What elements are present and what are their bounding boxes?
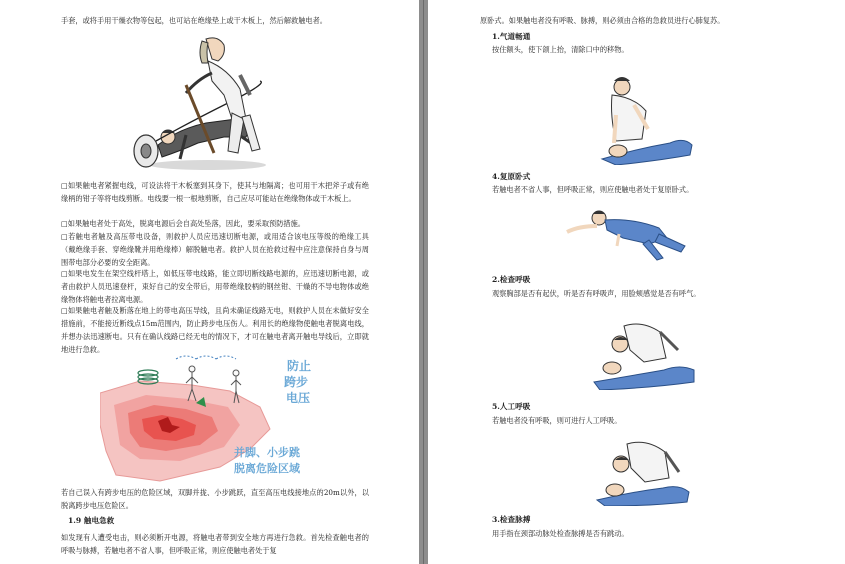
- artificial-respiration-illustration: [591, 430, 691, 506]
- left-page: [0, 0, 419, 564]
- diagram-label-line3: 电压: [286, 391, 311, 405]
- left-paragraph-2: □如果触电者处于高处，脱离电源后会自高处坠落，因此，要采取预防措施。: [61, 219, 305, 228]
- left-paragraph-5: □如果触电者触及断落在地上的带电高压导线，且尚未确证线路无电，则救护人员在未做好安全措施前，不能接近断线点15m范围内，防止跨步电压伤人。利用长的绝缘物使触电者脱离电线，并想办法迅速断电。只有在确认线路已经无电的情况下，才可在触电者离开触电导线后，立即就地进行急救。: [61, 306, 369, 354]
- diagram-label-line2: 跨步: [284, 375, 309, 389]
- step-recovery-text: 若触电者不省人事，但呼吸正常，则应使触电者处于复原卧式。: [492, 185, 694, 194]
- section-heading-first-aid: 1.9 触电急救: [68, 516, 115, 525]
- left-paragraph-4: □如果电发生在架空线杆塔上，如低压带电线路，能立即切断线路电源的，应迅速切断电源，或者由救护人员迅速登杆，束好自己的安全带后，用带绝缘胶柄的钢丝钳、干燥的不导电物体或绝缘物体将触电者拉离电源。: [61, 269, 369, 304]
- diagram-label-line4: 并脚、小步跳: [234, 446, 300, 459]
- airway-illustration: [596, 65, 696, 165]
- left-paragraph-6: 若自己误入有跨步电压的危险区域，双脚并拢、小步跳跃，直至高压电线接地点的20m以外，以脱离跨步电压危险区。: [61, 488, 369, 510]
- step-artificial-respiration-text: 若触电者没有呼吸，则可进行人工呼吸。: [492, 416, 622, 425]
- step-breathing-text: 观察胸部是否有起伏，听是否有呼吸声，用脸颊感觉是否有呼气。: [492, 289, 701, 298]
- check-breathing-illustration: [590, 302, 698, 390]
- left-paragraph-top: 手套，或将手用干燥衣物等包起，也可站在绝缘垫上或干木板上，然后解救触电者。: [61, 16, 327, 25]
- diagram-label-line5: 脱离危险区域: [234, 462, 300, 475]
- left-paragraph-7: 如发现有人遭受电击，则必须断开电源，将触电者带到安全地方再进行急救。首先检查触电者的呼吸与脉搏，若触电者不省人事，但呼吸正常，则应使触电者处于复: [61, 533, 369, 555]
- recovery-position-illustration: [563, 204, 693, 264]
- left-paragraph-1: □如果触电者紧握电线，可设法将干木板塞到其身下，使其与地隔离；也可用干木把斧子或有绝缘柄的钳子等将电线剪断。电线要一根一根地剪断，自己应尽可能站在绝缘物体或干木板上。: [61, 181, 369, 203]
- diagram-label-line1: 防止: [287, 359, 312, 373]
- step-pulse-heading: 3.检查脉搏: [492, 515, 531, 524]
- rescue-with-wooden-stick-illustration: [128, 33, 268, 176]
- step-voltage-diagram: [100, 355, 322, 485]
- right-paragraph-top: 原卧式。如果触电者没有呼吸、脉搏，则必须由合格的急救员进行心肺复苏。: [480, 16, 725, 25]
- left-paragraph-3: □若触电者触及高压带电设备，则救护人员应迅速切断电源，或用适合该电压等级的绝缘工具（戴绝缘手套、穿绝缘靴并用绝缘棒）解脱触电者。救护人员在抢救过程中应注意保持自身与周围带电部分必要的安全距离。: [61, 232, 369, 267]
- page-divider: [419, 0, 428, 564]
- step-airway-text: 按住额头，使下颌上抬，清除口中的移物。: [492, 45, 629, 54]
- step-airway-heading: 1.气道畅通: [492, 32, 531, 41]
- right-page: [428, 0, 845, 564]
- step-recovery-heading: 4.复原卧式: [492, 172, 531, 181]
- step-breathing-heading: 2.检查呼吸: [492, 275, 531, 284]
- step-pulse-text: 用手指在颈部动脉处检查脉搏是否有跳动。: [492, 529, 629, 538]
- step-artificial-respiration-heading: 5.人工呼吸: [492, 402, 531, 411]
